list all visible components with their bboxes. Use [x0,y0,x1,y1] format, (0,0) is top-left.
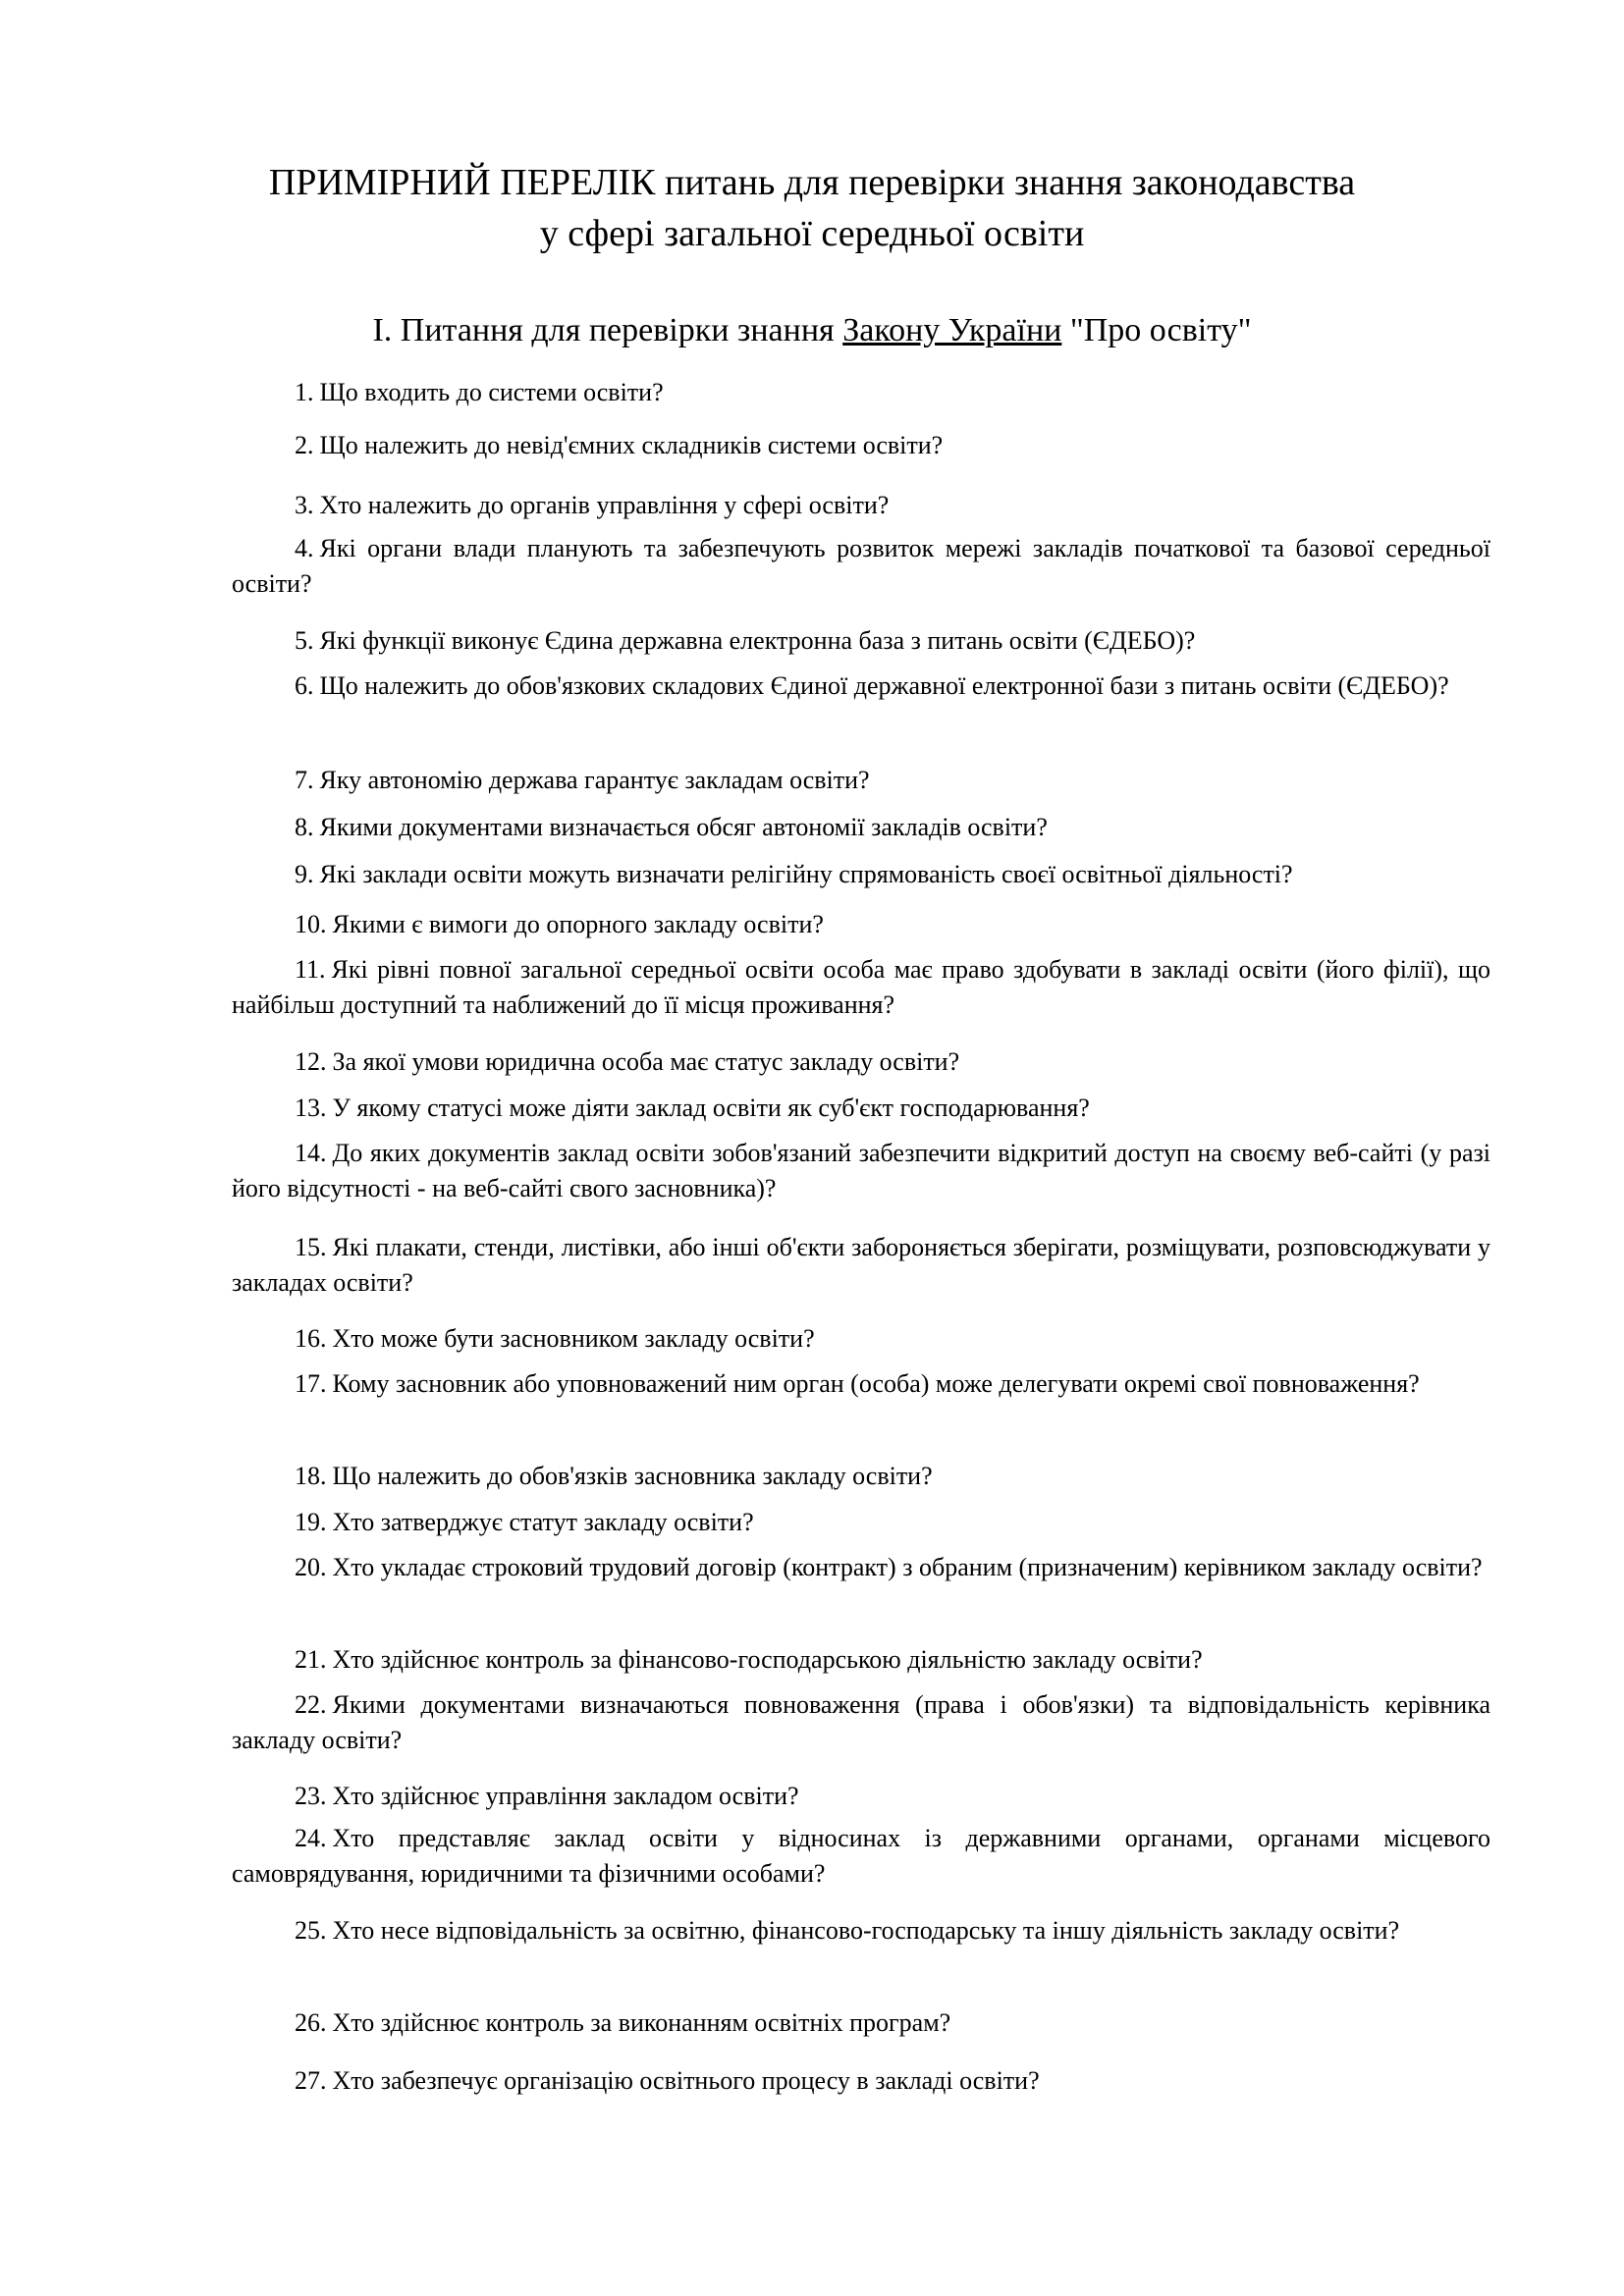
section-heading [0,309,1624,352]
question-1 [232,375,1490,410]
question-text: За якої умови юридична особа має статус закладу освіти? [332,1047,960,1076]
question-number: 17. [295,1369,327,1398]
question-text: Які заклади освіти можуть визначати релігійну спрямованість своєї освітньої діяльності? [319,860,1293,888]
question-text: Що належить до обов'язків засновника закладу освіти? [332,1462,933,1490]
question-22 [232,1687,1490,1758]
question-number: 19. [295,1508,327,1536]
question-27 [232,2063,1490,2099]
question-16 [232,1321,1490,1357]
question-number: 3. [295,491,314,519]
question-text: Хто укладає строковий трудовий договір (контракт) з обраним (призначеним) керівником закладу освіти? [332,1553,1483,1581]
question-26 [232,2005,1490,2041]
question-number: 21. [295,1645,327,1674]
section-heading-suffix: "Про освіту" [1061,312,1252,348]
question-12 [232,1044,1490,1080]
question-number: 24. [295,1824,327,1852]
question-6 [232,668,1490,704]
question-number: 22. [295,1690,327,1719]
question-text: Хто здійснює контроль за фінансово-господарською діяльністю закладу освіти? [332,1645,1203,1674]
question-23 [232,1779,1490,1814]
question-text: Хто несе відповідальність за освітню, фінансово-господарську та іншу діяльність закладу освіти? [332,1916,1400,1945]
question-20 [232,1550,1490,1585]
question-number: 10. [295,910,327,938]
question-text: Хто здійснює управління закладом освіти? [332,1782,799,1810]
question-text: Що належить до обов'язкових складових Єдиної державної електронної бази з питань освіти (ЄДЕБО)? [319,671,1449,700]
question-number: 5. [295,626,314,655]
question-17 [232,1366,1490,1402]
question-21 [232,1642,1490,1678]
question-text: Які функції виконує Єдина державна електронна база з питань освіти (ЄДЕБО)? [319,626,1196,655]
question-number: 23. [295,1782,327,1810]
question-text: Хто здійснює контроль за виконанням освітніх програм? [332,2008,951,2037]
question-text: Хто затверджує статут закладу освіти? [332,1508,754,1536]
question-text: Якими документами визначаються повноваження (права і обов'язки) та відповідальність керівника закладу освіти? [232,1690,1490,1754]
question-number: 6. [295,671,314,700]
question-25 [232,1913,1490,1949]
question-number: 8. [295,813,314,841]
question-15 [232,1230,1490,1301]
question-4 [232,531,1490,602]
question-number: 11. [295,955,326,984]
question-3 [232,488,1490,523]
question-number: 25. [295,1916,327,1945]
question-18 [232,1459,1490,1494]
question-number: 20. [295,1553,327,1581]
question-number: 14. [295,1139,327,1167]
question-text: Кому засновник або уповноважений ним орган (особа) може делегувати окремі свої повноваження? [332,1369,1420,1398]
question-text: Яку автономію держава гарантує закладам освіти? [319,766,870,794]
question-5 [232,623,1490,659]
question-11 [232,952,1490,1023]
question-text: Які плакати, стенди, листівки, або інші об'єкти забороняється зберігати, розміщувати, розповсюджувати у закладах освіти? [232,1233,1490,1297]
question-text: Хто представляє заклад освіти у відносинах із державними органами, органами місцевого самоврядування, юридичними та фізичними особами? [232,1824,1490,1888]
question-number: 18. [295,1462,327,1490]
document-title-line-2: у сфері загальної середньої освіти [539,213,1085,254]
question-number: 1. [295,378,314,406]
question-19 [232,1505,1490,1540]
question-text: Хто належить до органів управління у сфері освіти? [319,491,890,519]
question-text: Хто може бути засновником закладу освіти? [332,1324,815,1353]
section-heading-prefix: I. Питання для перевірки знання [372,312,843,348]
question-text: Які органи влади планують та забезпечують розвиток мережі закладів початкової та базової середньої освіти? [232,534,1490,598]
question-number: 12. [295,1047,327,1076]
question-number: 4. [295,534,314,562]
question-number: 7. [295,766,314,794]
question-text: Якими документами визначається обсяг автономії закладів освіти? [319,813,1048,841]
question-number: 26. [295,2008,327,2037]
question-text: Що входить до системи освіти? [319,378,664,406]
question-text: Якими є вимоги до опорного закладу освіти? [332,910,824,938]
question-number: 15. [295,1233,327,1261]
question-2 [232,428,1490,463]
question-text: До яких документів заклад освіти зобов'язаний забезпечити відкритий доступ на своєму веб-сайті (у разі його відсутності - на веб-сайті свого засновника)? [232,1139,1490,1202]
question-number: 16. [295,1324,327,1353]
question-9 [232,857,1490,892]
question-number: 2. [295,431,314,459]
question-number: 13. [295,1094,327,1122]
question-text: У якому статусі може діяти заклад освіти як суб'єкт господарювання? [332,1094,1090,1122]
question-text: Які рівні повної загальної середньої освіти особа має право здобувати в закладі освіти (його філії), що найбільш доступний та наближений до її місця проживання? [232,955,1490,1019]
document-title-line-1: ПРИМІРНИЙ ПЕРЕЛІК питань для перевірки знання законодавства [268,162,1356,203]
question-number: 27. [295,2066,327,2095]
law-link[interactable]: Закону України [842,312,1062,348]
question-24 [232,1821,1490,1892]
question-8 [232,810,1490,845]
question-7 [232,763,1490,798]
question-text: Хто забезпечує організацію освітнього процесу в закладі освіти? [332,2066,1040,2095]
question-13 [232,1091,1490,1126]
question-14 [232,1136,1490,1206]
question-number: 9. [295,860,314,888]
question-10 [232,907,1490,942]
question-text: Що належить до невід'ємних складників системи освіти? [319,431,944,459]
